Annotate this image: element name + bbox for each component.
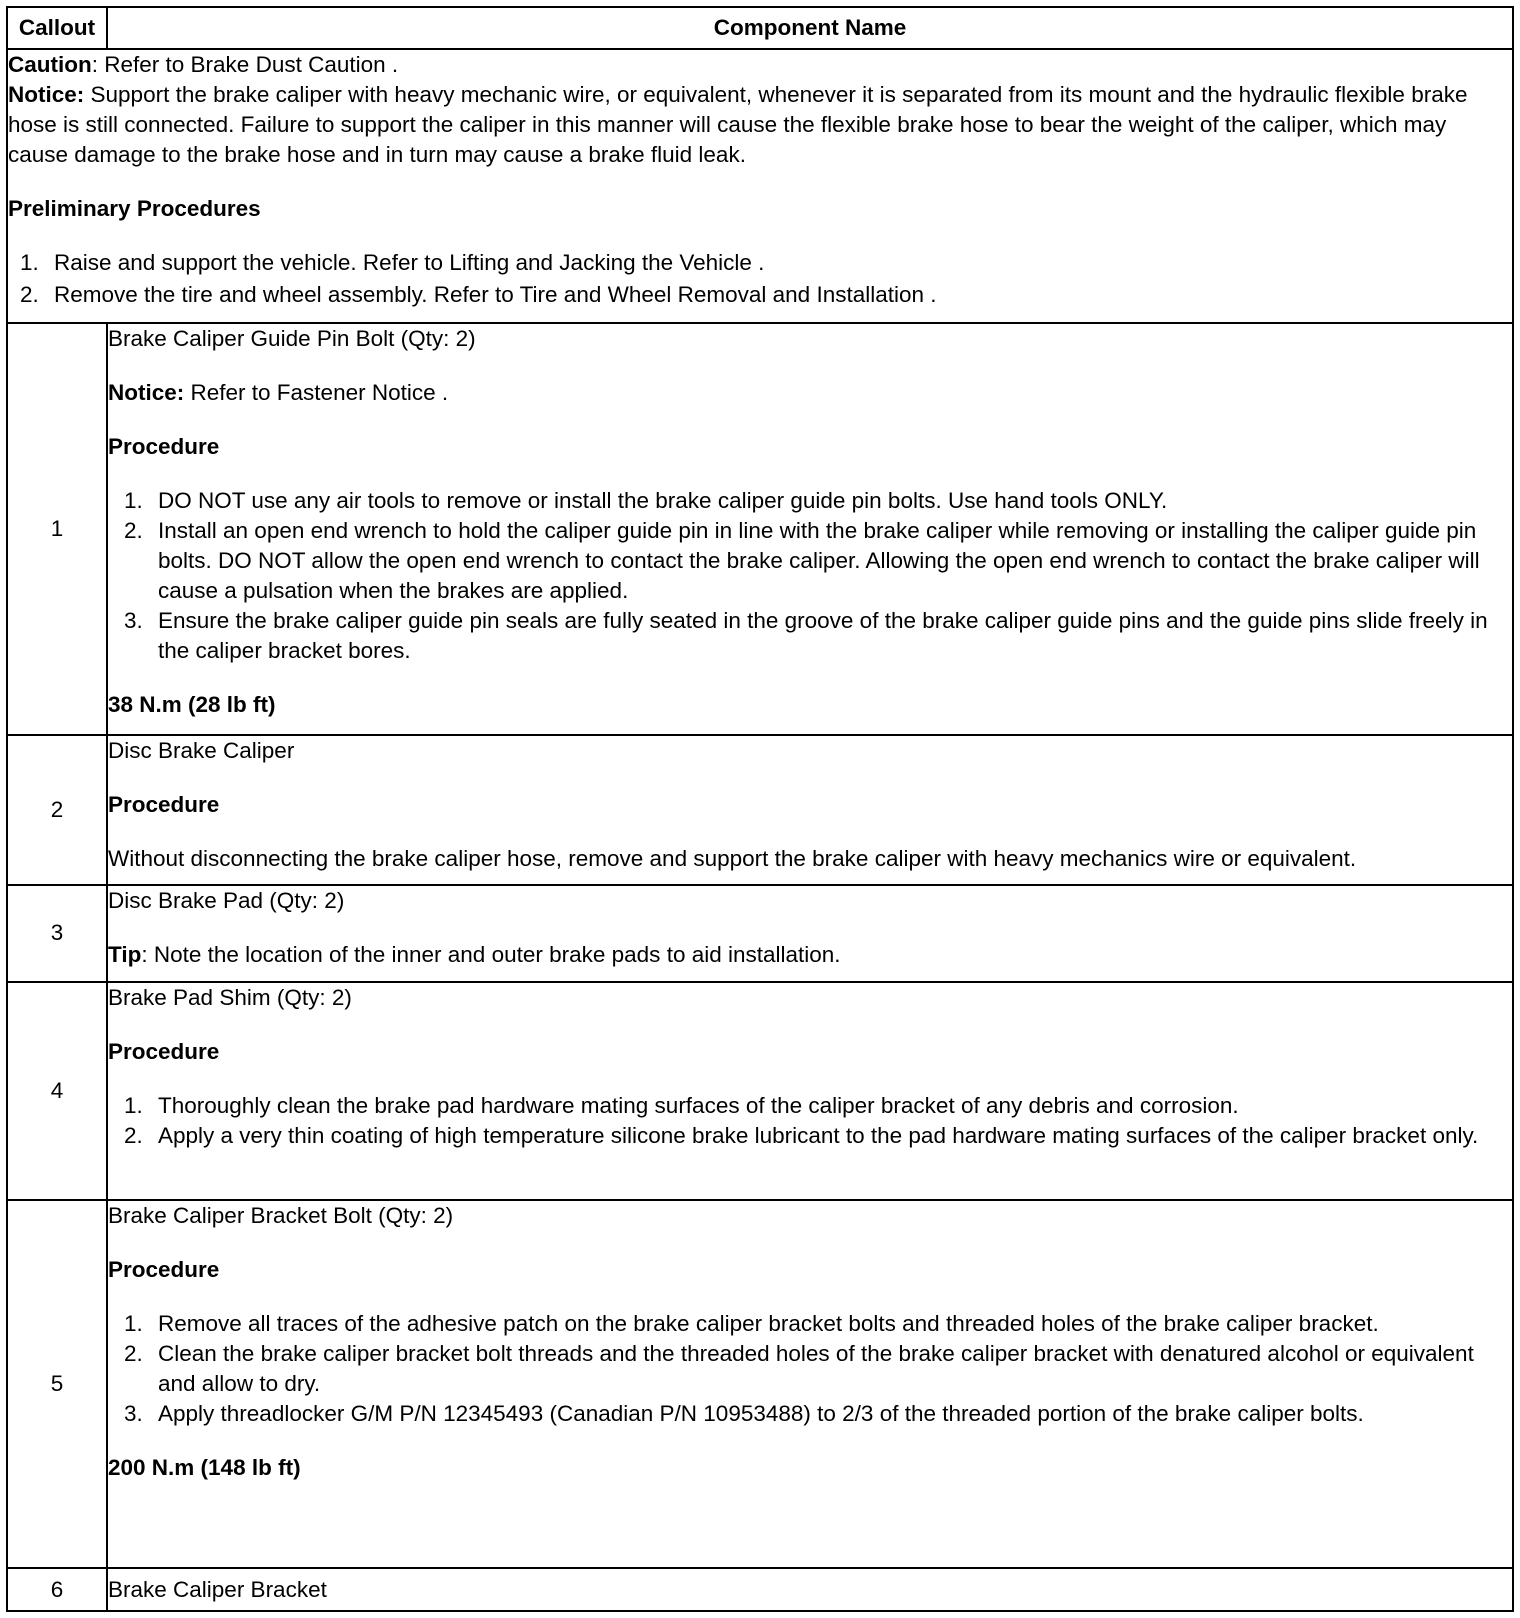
table-row (7, 1200, 1513, 1568)
table-row (7, 735, 1513, 885)
caution-text: : Refer to Brake Dust Caution . (91, 52, 399, 78)
preliminary-heading: Preliminary Procedures (8, 196, 261, 222)
table-row (7, 1568, 1513, 1611)
callout-number: 5 (7, 1200, 107, 1568)
caution-label: Caution (8, 52, 92, 78)
list-item: 2. Install an open end wrench to hold the caliper guide pin in line with the brake caliper while removing or installing the caliper guide pin bolts. DO NOT allow the open end wrench to contact the brake caliper. Allowing the open end wrench to contact the brake caliper will cause a pulsation when the brakes are applied. (124, 517, 1480, 603)
callout-number: 2 (7, 735, 107, 885)
intro-row (7, 49, 1513, 322)
procedure-steps (108, 1091, 1512, 1151)
notice-label: Notice: (8, 82, 85, 108)
caution-line (8, 50, 1512, 80)
list-item: 1. Remove all traces of the adhesive patch on the brake caliper bracket bolts and threaded holes of the brake caliper bracket. (124, 1311, 1379, 1337)
component-table (6, 6, 1514, 1612)
intro-cell (7, 49, 1513, 322)
component-cell (107, 735, 1513, 885)
component-cell (107, 1200, 1513, 1568)
callout-number: 1 (7, 323, 107, 736)
notice-text: Support the brake caliper with heavy mechanic wire, or equivalent, whenever it is separated from its mount and the hydraulic flexible brake hose is still connected. Failure to support the caliper in this manner will cause the flexible brake hose to bear the weight of the caliper, which may cause damage to the brake hose and in turn may cause a brake fluid leak. (8, 82, 1468, 168)
table-row (7, 982, 1513, 1200)
procedure-text: Without disconnecting the brake caliper hose, remove and support the brake caliper with heavy mechanics wire or equivalent. (108, 846, 1357, 872)
callout-number: 6 (7, 1568, 107, 1611)
procedure-heading: Procedure (108, 1038, 220, 1064)
preliminary-steps (4, 248, 1512, 310)
table-row (7, 323, 1513, 736)
list-item: 1. DO NOT use any air tools to remove or install the brake caliper guide pin bolts. Use hand tools ONLY. (124, 487, 1168, 513)
list-item: 2. Apply a very thin coating of high temperature silicone brake lubricant to the pad hardware mating surfaces of the caliper bracket only. (124, 1122, 1479, 1148)
list-item: 1. Raise and support the vehicle. Refer to Lifting and Jacking the Vehicle . (20, 250, 765, 276)
procedure-heading: Procedure (108, 1257, 220, 1283)
torque-spec: 38 N.m (28 lb ft) (108, 691, 276, 717)
header-callout: Callout (7, 7, 107, 49)
notice-paragraph (8, 80, 1512, 170)
procedure-steps (108, 486, 1512, 666)
procedure-heading: Procedure (108, 792, 220, 818)
component-name: Disc Brake Caliper (108, 738, 295, 764)
list-item: 3. Ensure the brake caliper guide pin seals are fully seated in the groove of the brake caliper guide pins and the guide pins slide freely in the caliper bracket bores. (124, 607, 1488, 663)
component-name: Brake Caliper Guide Pin Bolt (Qty: 2) (108, 325, 476, 351)
component-name: Disc Brake Pad (Qty: 2) (108, 887, 345, 913)
callout-number: 3 (7, 885, 107, 982)
component-cell (107, 885, 1513, 982)
table-row (7, 885, 1513, 982)
component-cell (107, 982, 1513, 1200)
list-item: 2. Remove the tire and wheel assembly. Refer to Tire and Wheel Removal and Installation . (20, 282, 937, 308)
torque-spec: 200 N.m (148 lb ft) (108, 1455, 301, 1481)
header-component-name: Component Name (107, 7, 1513, 49)
list-item: 3. Apply threadlocker G/M P/N 12345493 (Canadian P/N 10953488) to 2/3 of the threaded portion of the brake caliper bolts. (124, 1401, 1364, 1427)
component-name: Brake Caliper Bracket Bolt (Qty: 2) (108, 1203, 454, 1229)
procedure-heading: Procedure (108, 433, 220, 459)
table-header-row (7, 7, 1513, 49)
notice-line: Notice: Refer to Fastener Notice . (108, 379, 449, 405)
procedure-steps (108, 1309, 1512, 1429)
component-cell (107, 1568, 1513, 1611)
list-item: 2. Clean the brake caliper bracket bolt threads and the threaded holes of the brake caliper bracket with denatured alcohol or equivalent and allow to dry. (124, 1341, 1474, 1397)
callout-number: 4 (7, 982, 107, 1200)
component-name: Brake Caliper Bracket (108, 1576, 327, 1602)
tip-line: Tip: Note the location of the inner and outer brake pads to aid installation. (108, 941, 841, 967)
list-item: 1. Thoroughly clean the brake pad hardware mating surfaces of the caliper bracket of any debris and corrosion. (124, 1092, 1239, 1118)
component-name: Brake Pad Shim (Qty: 2) (108, 984, 352, 1010)
component-cell (107, 323, 1513, 736)
